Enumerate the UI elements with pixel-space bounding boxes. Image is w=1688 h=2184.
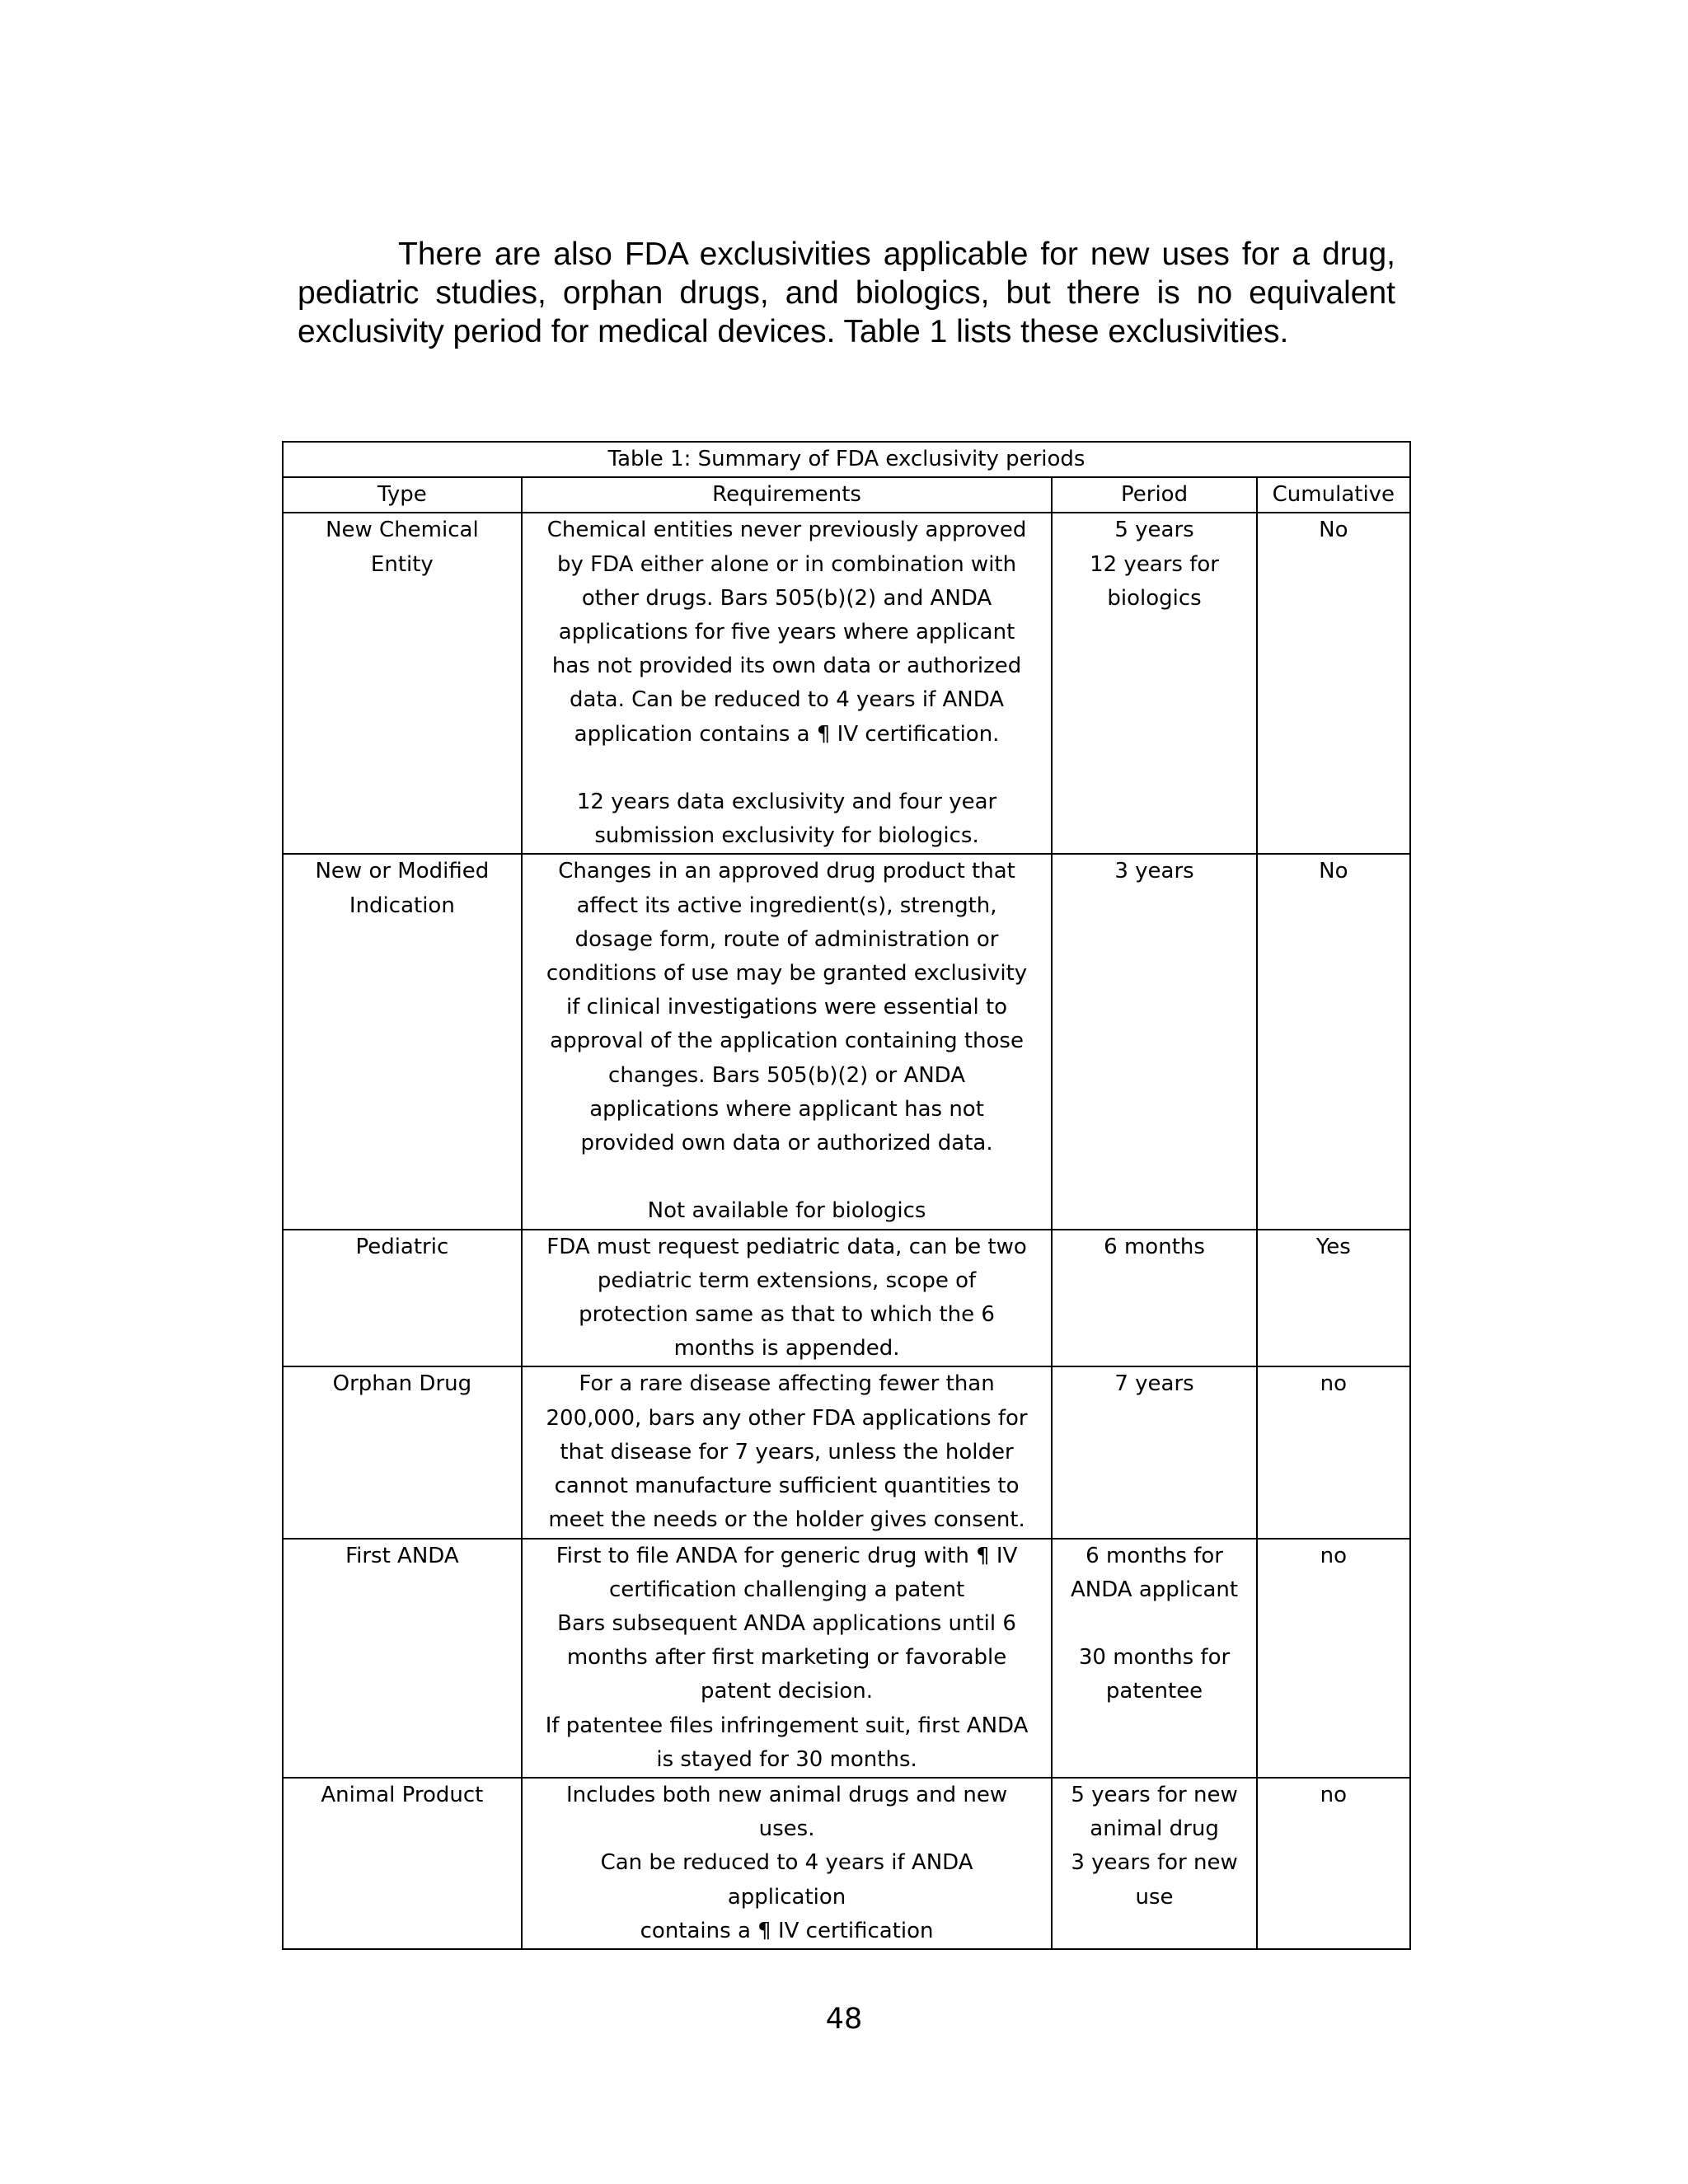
- table-header-row: [283, 477, 1410, 513]
- cell-requirements: First to file ANDA for generic drug with ¶ IV certification challenging a patent Bars subsequent ANDA applications until 6 months after first marketing or favorable patent decision. If patentee files infringement suit, first ANDA is stayed for 30 months.: [522, 1539, 1053, 1778]
- table-caption-row: [283, 442, 1410, 477]
- intro-paragraph: [298, 235, 1395, 351]
- table-row: [283, 1230, 1410, 1367]
- cell-type: Animal Product: [283, 1778, 522, 1949]
- cell-period: 5 years 12 years for biologics: [1052, 513, 1256, 854]
- cell-type: New Chemical Entity: [283, 513, 522, 854]
- page-number: 48: [825, 2003, 863, 2036]
- cell-requirements: For a rare disease affecting fewer than 200,000, bars any other FDA applications for that disease for 7 years, unless the holder cannot manufacture sufficient quantities to meet the needs or the holder gives consent.: [522, 1366, 1053, 1538]
- cell-period: 6 months: [1052, 1230, 1256, 1367]
- cell-requirements: Includes both new animal drugs and new uses. Can be reduced to 4 years if ANDA application contains a ¶ IV certification: [522, 1778, 1053, 1949]
- cell-requirements: Chemical entities never previously approved by FDA either alone or in combination with other drugs. Bars 505(b)(2) and ANDA applications for five years where applicant has not provided its own data or authorized data. Can be reduced to 4 years if ANDA application contains a ¶ IV certification. 12 years data exclusivity and four year submission exclusivity for biologics.: [522, 513, 1053, 854]
- cell-requirements: FDA must request pediatric data, can be two pediatric term extensions, scope of protection same as that to which the 6 months is appended.: [522, 1230, 1053, 1367]
- cell-period: 5 years for new animal drug 3 years for new use: [1052, 1778, 1256, 1949]
- exclusivity-table: [282, 441, 1411, 1950]
- cell-cumulative: no: [1257, 1539, 1410, 1778]
- intro-line-2: pediatric studies, orphan drugs, and biologics, but there is no equivalent: [298, 275, 1395, 311]
- cell-cumulative: no: [1257, 1778, 1410, 1949]
- cell-type: Pediatric: [283, 1230, 522, 1367]
- table-row: [283, 513, 1410, 854]
- intro-line-1: There are also FDA exclusivities applicable for new uses for a drug,: [398, 237, 1395, 272]
- table-row: [283, 1366, 1410, 1538]
- cell-type: First ANDA: [283, 1539, 522, 1778]
- header-type: Type: [283, 477, 522, 513]
- header-period: Period: [1052, 477, 1256, 513]
- cell-cumulative: No: [1257, 513, 1410, 854]
- cell-requirements: Changes in an approved drug product that affect its active ingredient(s), strength, dosage form, route of administration or conditions of use may be granted exclusivity if clinical investigations were essential to approval of the application containing those changes. Bars 505(b)(2) or ANDA applications where applicant has not provided own data or authorized data. Not available for biologics: [522, 854, 1053, 1229]
- cell-period: 3 years: [1052, 854, 1256, 1229]
- cell-cumulative: No: [1257, 854, 1410, 1229]
- table-row: [283, 854, 1410, 1229]
- table-caption: Table 1: Summary of FDA exclusivity periods: [283, 442, 1410, 477]
- cell-cumulative: Yes: [1257, 1230, 1410, 1367]
- table-row: [283, 1778, 1410, 1949]
- table-row: [283, 1539, 1410, 1778]
- cell-period: 6 months for ANDA applicant 30 months for patentee: [1052, 1539, 1256, 1778]
- header-cumulative: Cumulative: [1257, 477, 1410, 513]
- header-requirements: Requirements: [522, 477, 1053, 513]
- intro-line-3: exclusivity period for medical devices. Table 1 lists these exclusivities.: [298, 314, 1289, 349]
- cell-cumulative: no: [1257, 1366, 1410, 1538]
- cell-type: Orphan Drug: [283, 1366, 522, 1538]
- cell-type: New or Modified Indication: [283, 854, 522, 1229]
- cell-period: 7 years: [1052, 1366, 1256, 1538]
